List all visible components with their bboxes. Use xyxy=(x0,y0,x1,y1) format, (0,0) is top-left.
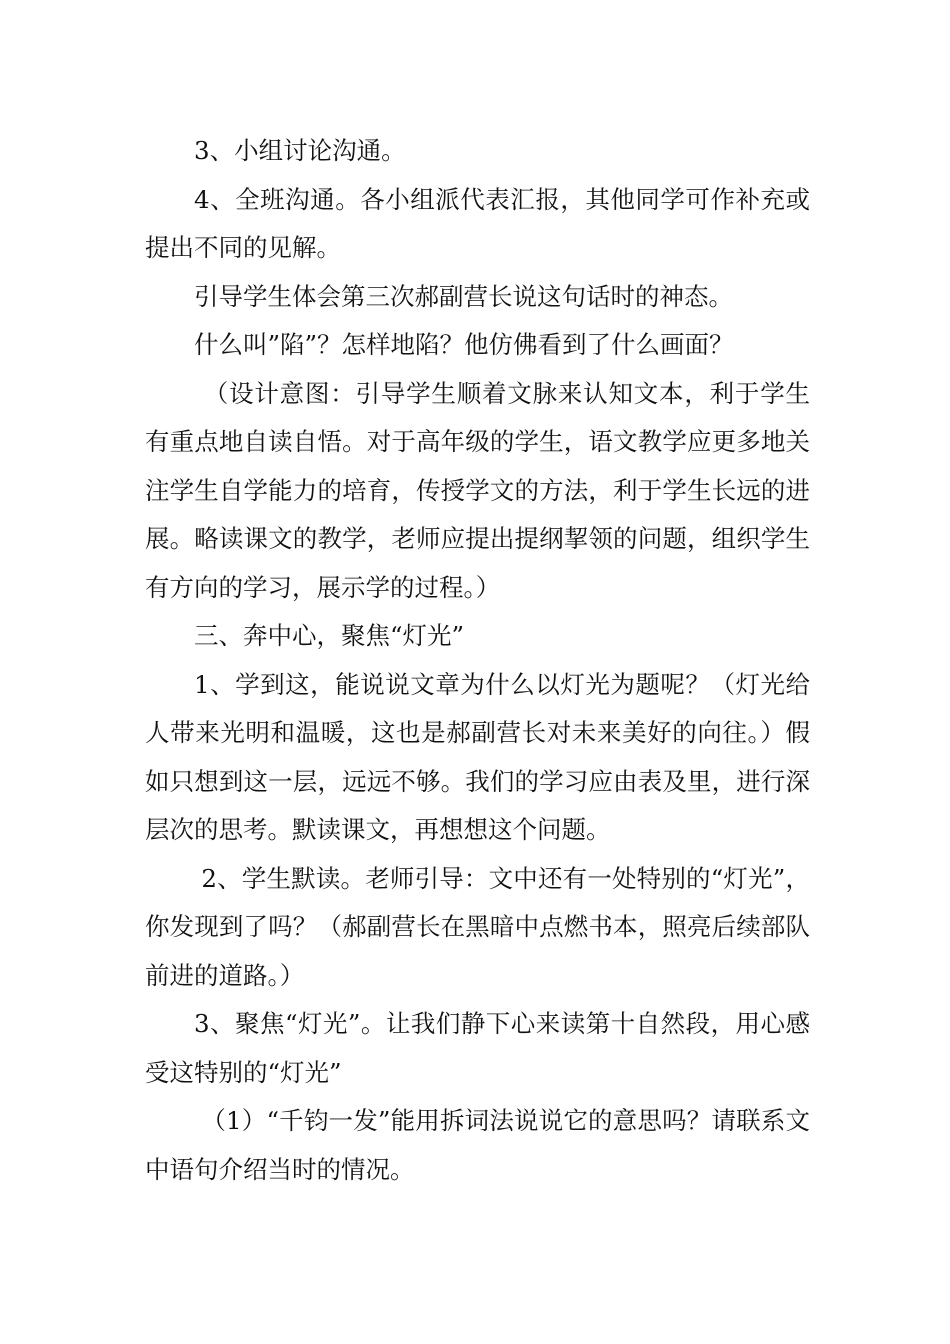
paragraph-question-sink: 什么叫”陷”？怎样地陷？他仿佛看到了什么画面？ xyxy=(194,330,734,359)
paragraph-step-3-focus-light: 3、聚焦“灯光”。让我们静下心来读第十自然段，用心感受这特别的“灯光” xyxy=(145,1009,810,1087)
paragraph-step-3-group-discussion: 3、小组讨论沟通。 xyxy=(194,136,406,165)
paragraph-sub-1-idiom: （1）“千钧一发”能用拆词法说说它的意思吗？请联系文中语句介绍当时的情况。 xyxy=(145,1106,810,1184)
paragraph-guide-expression: 引导学生体会第三次郝副营长说这句话时的神态。 xyxy=(194,281,733,311)
paragraph-step-2-silent-reading: 2、学生默读。老师引导：文中还有一处特别的“灯光”，你发现到了吗？（郝副营长在黑暗中点燃书本，照亮后续部队前进的道路。） xyxy=(145,863,810,990)
paragraph-step-4-class-communication: 4、全班沟通。各小组派代表汇报，其他同学可作补充或提出不同的见解。 xyxy=(145,184,810,262)
paragraph-design-intent: （设计意图：引导学生顺着文脉来认知文本，利于学生有重点地自读自悟。对于高年级的学生，语文教学应更多地关注学生自学能力的培育，传授学文的方法，利于学生长远的进展。略读课文的教学，老师应提出提纲挈领的问题，组织学生有方向的学习，展示学的过程。） xyxy=(145,378,810,602)
document-body xyxy=(145,127,810,1194)
paragraph-step-1-title-question: 1、学到这，能说说文章为什么以灯光为题呢？（灯光给人带来光明和温暖，这也是郝副营长对未来美好的向往。）假如只想到这一层，远远不够。我们的学习应由表及里，进行深层次的思考。默读课文，再想想这个问题。 xyxy=(145,669,810,844)
section-heading-focus-light: 三、奔中心，聚焦“灯光” xyxy=(194,621,465,650)
